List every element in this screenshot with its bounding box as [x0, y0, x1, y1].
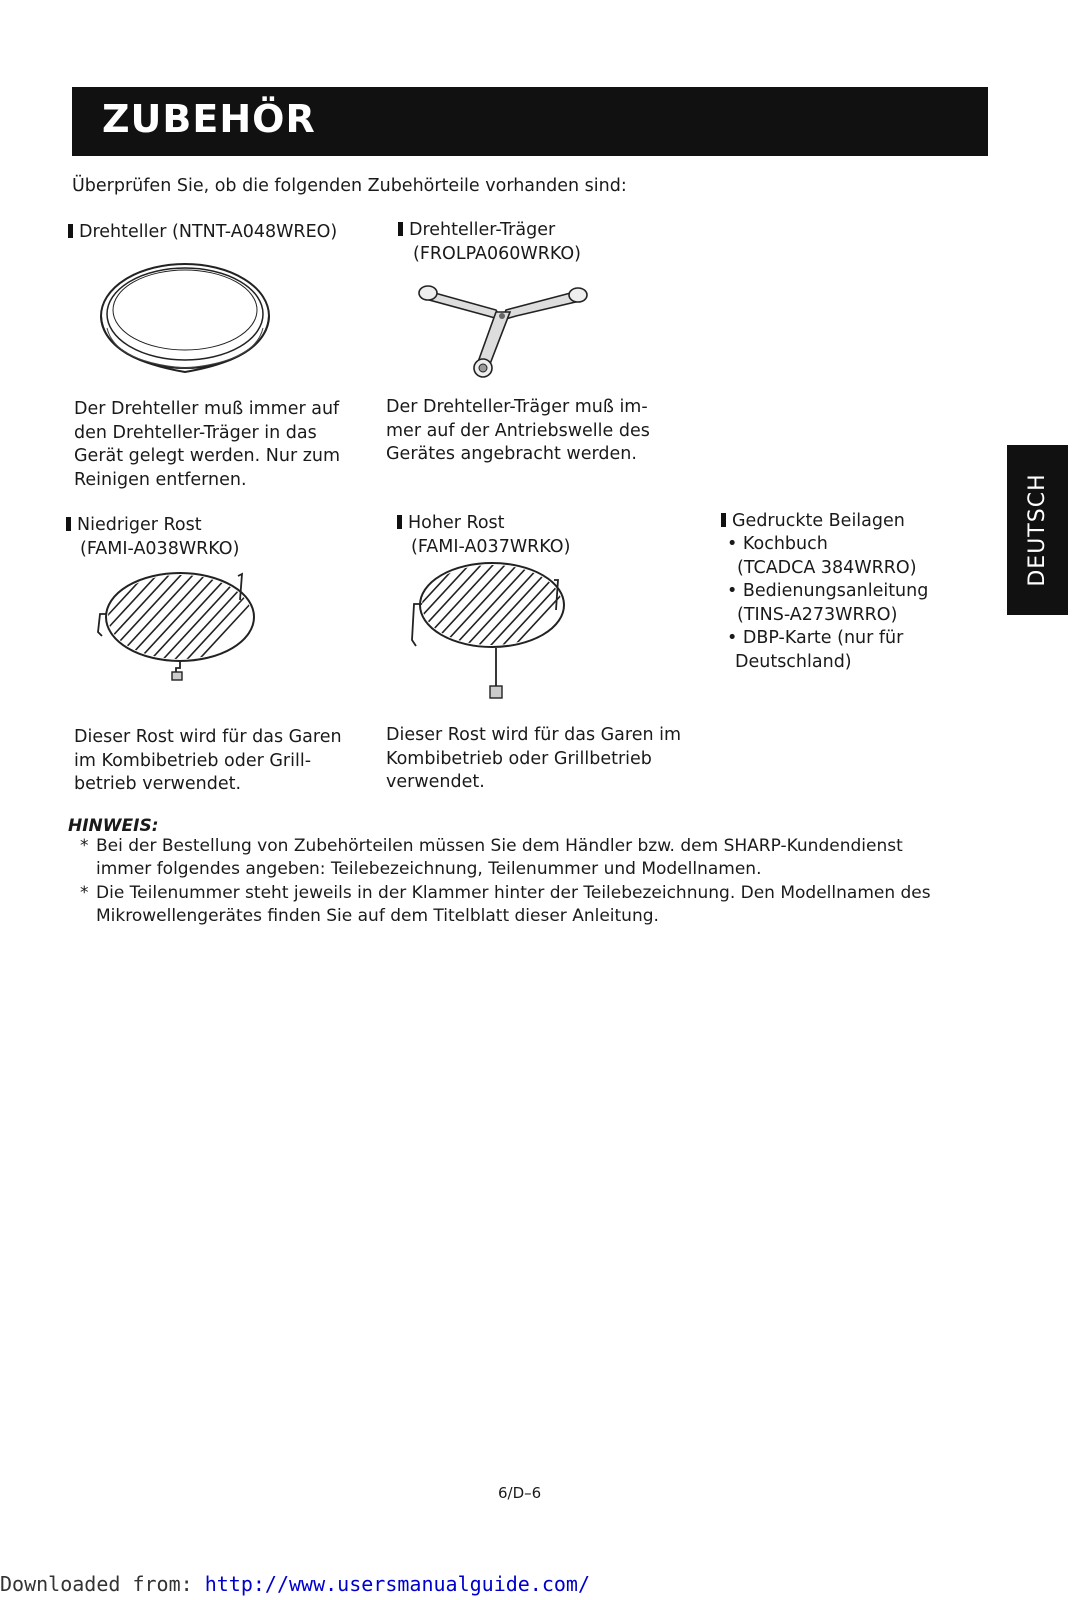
- bullet-marker: [68, 224, 73, 238]
- bullet-marker: [721, 513, 726, 527]
- bullet-marker: [398, 222, 403, 236]
- note-marker: *: [80, 883, 89, 903]
- low-rack-part-number: (FAMI-A038WRKO): [80, 539, 240, 559]
- note-item: * Die Teilenummer steht jeweils in der Klammer hinter der Teilebezeichnung. Den Modellnamen des Mikrowellengerätes finden Sie auf dem Titelblatt dieser Anleitung.: [80, 883, 931, 926]
- printed-list: [727, 533, 928, 674]
- printed-item: (TCADCA 384WRRO): [737, 557, 917, 578]
- turntable-label: [68, 221, 337, 245]
- turntable-label-text: Drehteller (NTNT-A048WREO): [79, 222, 338, 242]
- high-rack-part-number: (FAMI-A037WRKO): [411, 537, 571, 557]
- language-tab: [1007, 445, 1068, 615]
- page-title: ZUBEHÖR: [102, 97, 316, 141]
- high-rack-label-text: Hoher Rost: [408, 513, 505, 533]
- low-rack-label-text: Niedriger Rost: [77, 515, 202, 535]
- note-heading: HINWEIS:: [68, 816, 159, 836]
- low-rack-label: [66, 514, 202, 538]
- printed-item: Deutschland): [735, 651, 852, 672]
- high-rack-desc: Dieser Rost wird für das Garen im Kombibetrieb oder Grillbetrieb verwendet.: [386, 725, 682, 792]
- printed-item: (TINS-A273WRRO): [737, 604, 898, 625]
- printed-item: • DBP-Karte (nur für: [727, 628, 904, 648]
- support-label: [398, 219, 555, 243]
- note-item: * Bei der Bestellung von Zubehörteilen müssen Sie dem Händler bzw. dem SHARP-Kundendienst immer folgendes angeben: Teilebezeichnung, Teilenummer und Modellnamen.: [80, 836, 903, 879]
- high-rack-icon: [404, 560, 574, 705]
- printed-item: • Kochbuch: [727, 534, 828, 554]
- low-rack-icon: [92, 570, 262, 685]
- footer-prefix: Downloaded from:: [0, 1572, 205, 1596]
- footer-link[interactable]: http://www.usersmanualguide.com/: [204, 1572, 591, 1596]
- printed-item: • Bedienungsanleitung: [727, 581, 929, 601]
- note-marker: *: [80, 836, 89, 856]
- low-rack-desc: Dieser Rost wird für das Garen im Kombibetrieb oder Grill- betrieb verwendet.: [74, 727, 342, 794]
- bullet-marker: [397, 515, 402, 529]
- title-bar: [72, 87, 988, 156]
- turntable-support-icon: [418, 278, 588, 383]
- high-rack-label: [397, 512, 505, 536]
- intro-text: Überprüfen Sie, ob die folgenden Zubehörteile vorhanden sind:: [72, 176, 627, 196]
- support-label-text: Drehteller-Träger: [409, 220, 556, 240]
- turntable-icon: [95, 258, 275, 383]
- support-part-number: (FROLPA060WRKO): [413, 244, 581, 264]
- download-footer: [0, 1572, 590, 1596]
- language-tab-label: DEUTSCH: [1025, 473, 1050, 587]
- printed-label-text: Gedruckte Beilagen: [732, 511, 905, 531]
- support-desc: Der Drehteller-Träger muß im- mer auf der Antriebswelle des Gerätes angebracht werden.: [386, 397, 650, 464]
- turntable-desc: Der Drehteller muß immer auf den Drehteller-Träger in das Gerät gelegt werden. Nur zum Reinigen entfernen.: [74, 399, 341, 490]
- page-number: 6/D–6: [498, 1484, 542, 1502]
- printed-label: [721, 510, 905, 534]
- bullet-marker: [66, 517, 71, 531]
